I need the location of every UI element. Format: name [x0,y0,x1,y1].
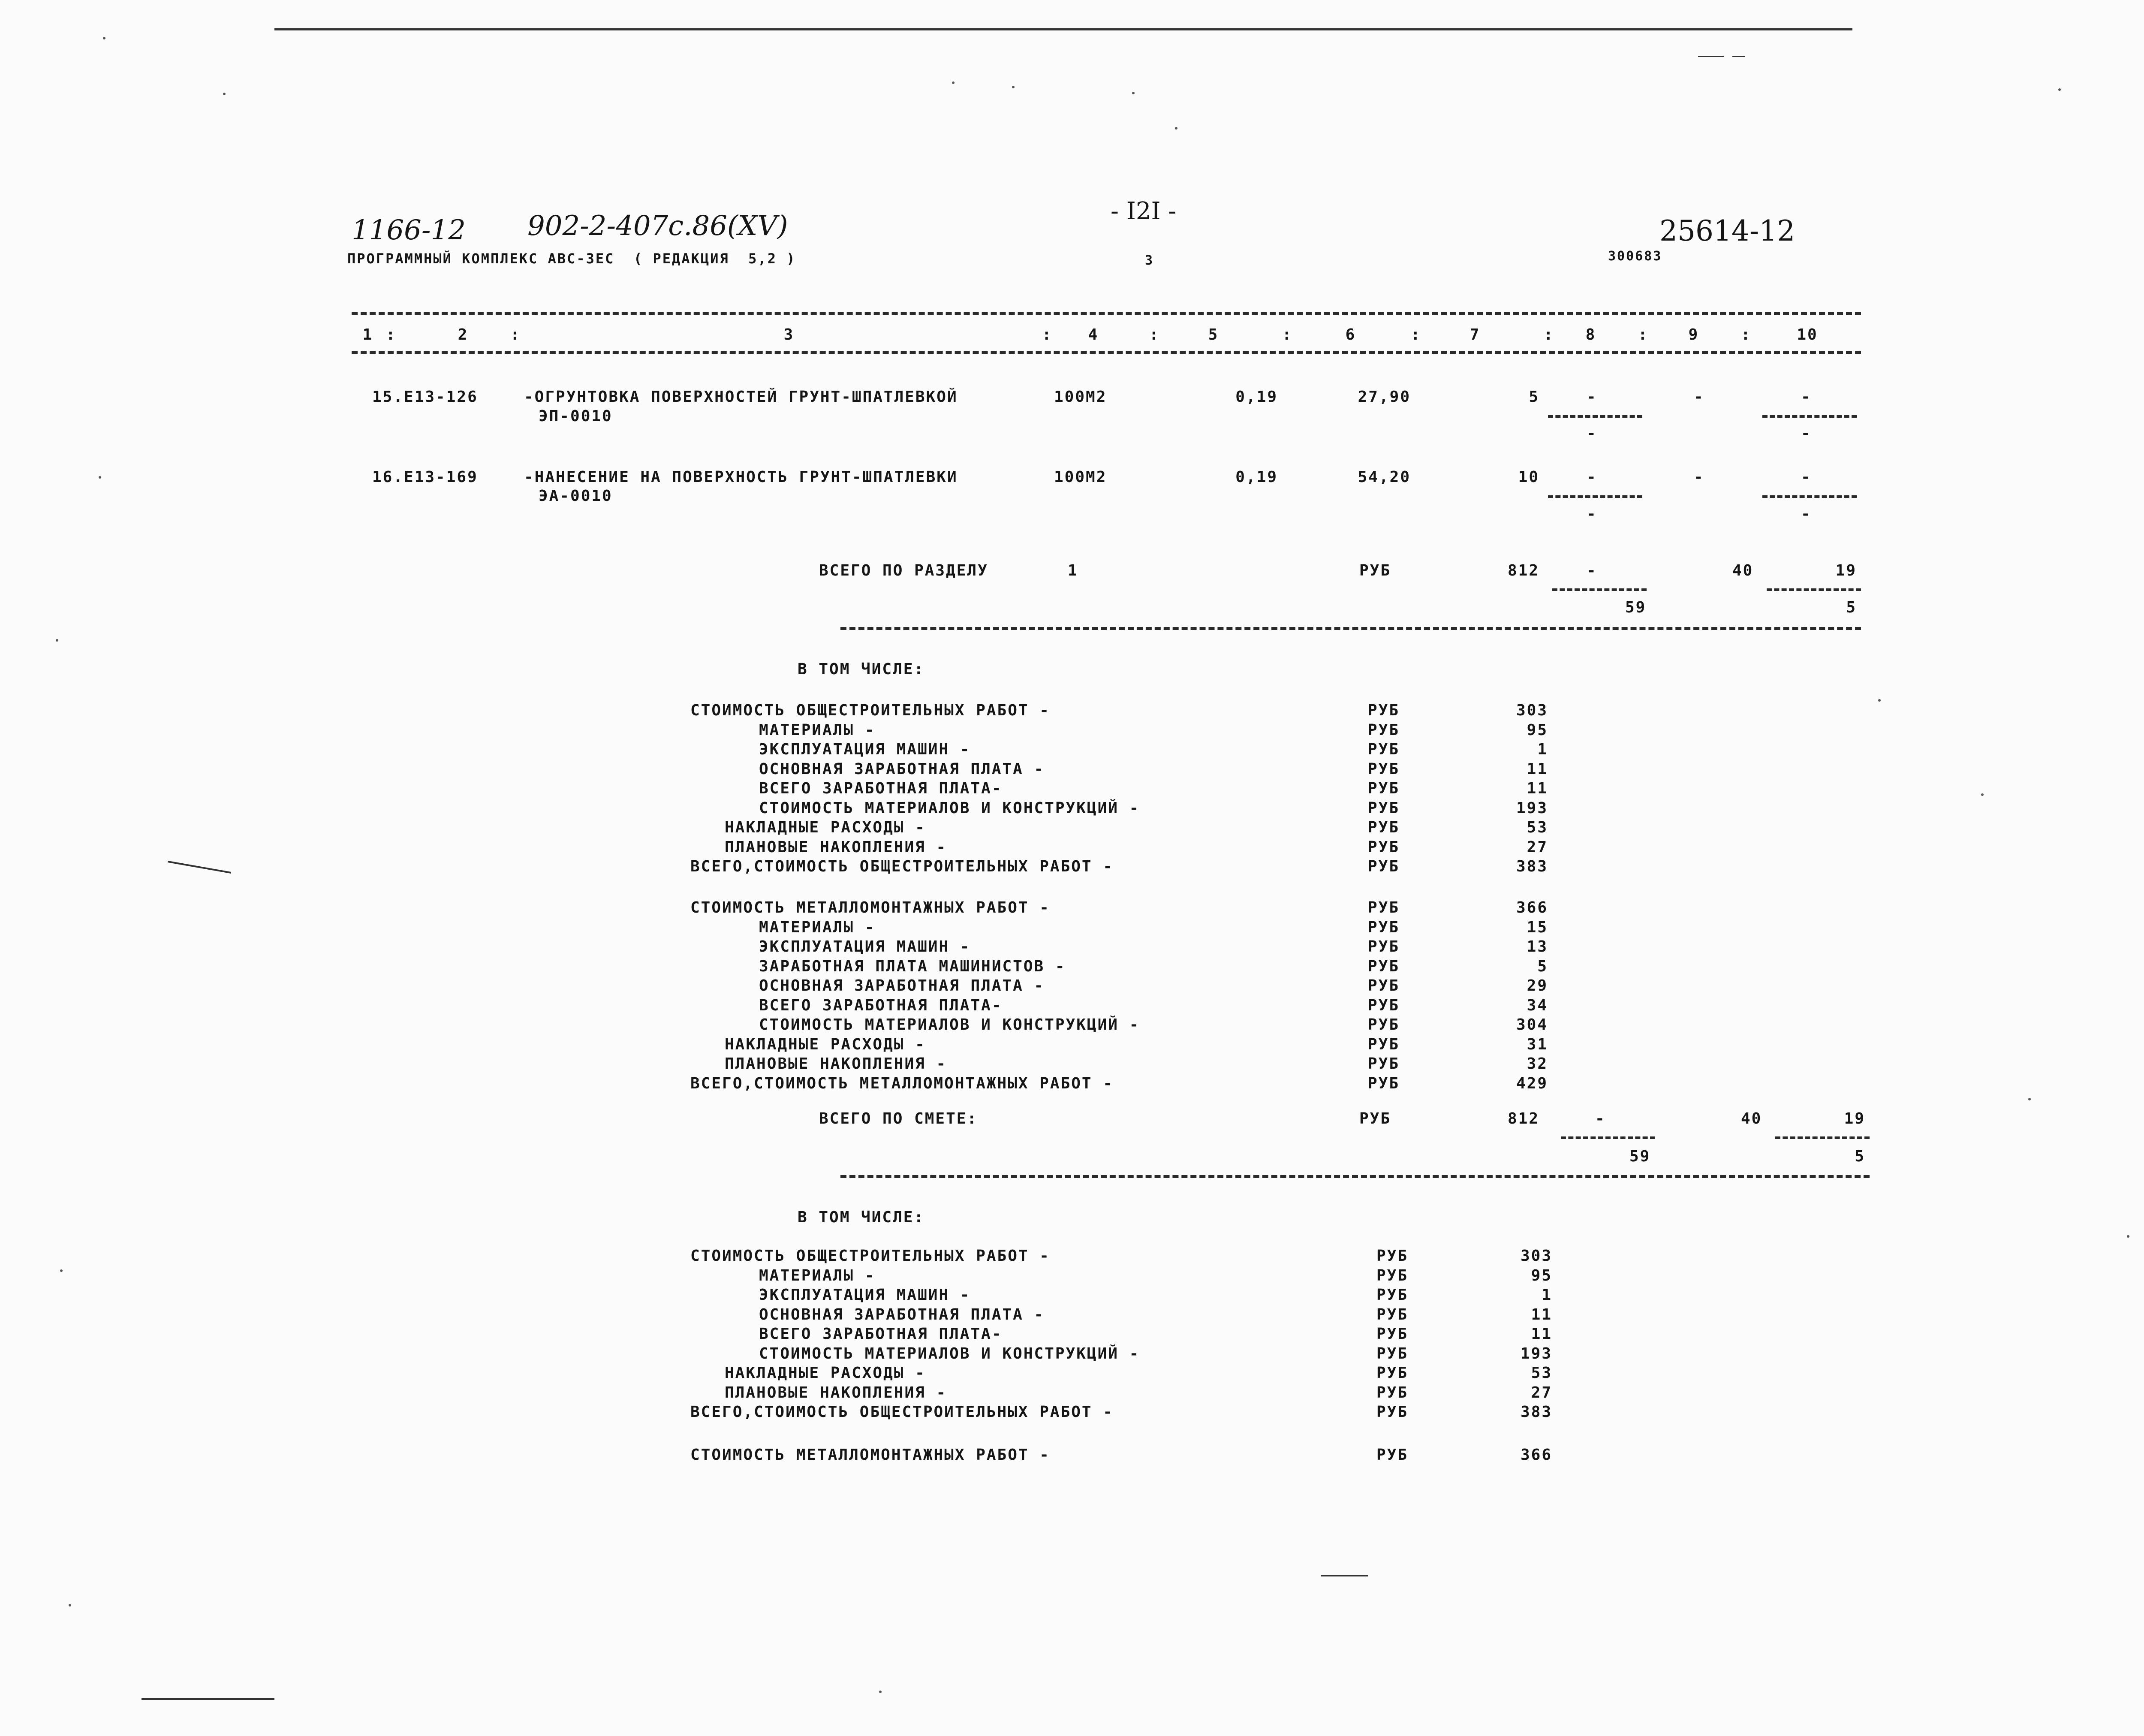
column-separator: : [1149,326,1160,344]
section-total-unit: РУБ [1359,562,1391,579]
breakdown-label: СТОИМОСТЬ МАТЕРИАЛОВ И КОНСТРУКЦИЙ - [759,1016,1140,1034]
row-col10-lower: - [1801,425,1812,442]
breakdown-unit: РУБ [1376,1305,1409,1323]
row-price: 27,90 [1358,388,1411,406]
breakdown-value: 429 [1516,1074,1548,1092]
column-separator: : [1042,326,1053,344]
incl1-title: В ТОМ ЧИСЛЕ: [798,660,925,678]
row-col10: - [1801,388,1812,406]
section-total-col10-rule [1767,588,1861,591]
scan-speck [2058,88,2061,91]
breakdown-unit: РУБ [1368,977,1400,995]
breakdown-label: НАКЛАДНЫЕ РАСХОДЫ - [725,819,926,836]
row-col8-rule [1548,415,1642,418]
bottom-left-rule [142,1698,274,1700]
row-description: -НАНЕСЕНИЕ НА ПОВЕРХНОСТЬ ГРУНТ-ШПАТЛЕВКИ [524,468,958,486]
breakdown-label: СТОИМОСТЬ ОБЩЕСТРОИТЕЛЬНЫХ РАБОТ - [690,1247,1050,1265]
breakdown-value: 11 [1531,1305,1552,1323]
breakdown-unit: РУБ [1368,899,1400,916]
row-col9: - [1694,468,1704,486]
breakdown-label: ПЛАНОВЫЕ НАКОПЛЕНИЯ - [725,1055,947,1073]
estimate-total-col8-rule [1561,1136,1655,1139]
column-separator: : [1411,326,1421,344]
breakdown-unit: РУБ [1368,760,1400,778]
breakdown-unit: РУБ [1376,1403,1409,1421]
breakdown-unit: РУБ [1368,838,1400,856]
scan-stroke [1732,56,1745,57]
breakdown-label: НАКЛАДНЫЕ РАСХОДЫ - [725,1364,926,1382]
scan-speck [56,639,58,642]
breakdown-value: 32 [1527,1055,1548,1073]
breakdown-label: МАТЕРИАЛЫ - [759,918,876,936]
breakdown-value: 1 [1542,1286,1552,1304]
estimate-total-col8: - [1595,1110,1606,1127]
breakdown-value: 303 [1520,1247,1552,1265]
breakdown-unit: РУБ [1368,721,1400,739]
estimate-rule [840,1175,1870,1178]
estimate-total-sum: 812 [1507,1110,1539,1127]
breakdown-unit: РУБ [1376,1344,1409,1362]
column-separator: : [510,326,521,344]
breakdown-unit: РУБ [1368,858,1400,875]
section-total-col8-lower: 59 [1625,599,1647,616]
incl2-title: В ТОМ ЧИСЛЕ: [798,1209,925,1226]
row-col8-rule [1548,495,1642,498]
estimate-total-col9: 40 [1741,1110,1762,1127]
row-col10: - [1801,468,1812,486]
scan-speck [952,81,955,84]
breakdown-label: ОСНОВНАЯ ЗАРАБОТНАЯ ПЛАТА - [759,977,1045,995]
bottom-mid-rule [1321,1575,1368,1576]
breakdown-label: ПЛАНОВЫЕ НАКОПЛЕНИЯ - [725,1383,947,1401]
code-left: 1166-12 [352,214,466,246]
column-separators: : [386,326,397,344]
breakdown-label: СТОИМОСТЬ МЕТАЛЛОМОНТАЖНЫХ РАБОТ - [690,899,1050,916]
breakdown-value: 27 [1527,838,1548,856]
scan-speck [99,476,101,479]
scan-stroke [1698,56,1724,57]
incl2-last-val: 366 [1520,1446,1552,1464]
program-line: ПРОГРАММНЫЙ КОМПЛЕКС АВС-3ЕС ( РЕДАКЦИЯ 5,2 ) [347,250,796,267]
breakdown-label: НАКЛАДНЫЕ РАСХОДЫ - [725,1035,926,1053]
breakdown-value: 15 [1527,918,1548,936]
breakdown-value: 11 [1527,780,1548,797]
breakdown-unit: РУБ [1376,1364,1409,1382]
column-header: 2 [458,326,469,344]
section-rule [840,627,1861,630]
breakdown-value: 304 [1516,1016,1548,1034]
breakdown-unit: РУБ [1368,1035,1400,1053]
breakdown-value: 366 [1516,899,1548,916]
incl2-last-unit: РУБ [1376,1446,1409,1464]
section-total-col8: - [1587,562,1597,579]
scan-speck [1132,92,1135,94]
scan-speck [1175,127,1177,130]
column-header: 3 [783,326,795,344]
section-total-col8-rule [1552,588,1647,591]
incl2-last-label: СТОИМОСТЬ МЕТАЛЛОМОНТАЖНЫХ РАБОТ - [690,1446,1050,1464]
scan-speck [879,1691,882,1693]
top-rule [274,28,1852,30]
column-header: 5 [1208,326,1219,344]
row-qty: 0,19 [1235,468,1278,486]
breakdown-label: ОСНОВНАЯ ЗАРАБОТНАЯ ПЛАТА - [759,760,1045,778]
breakdown-unit: РУБ [1368,819,1400,836]
column-header: 10 [1797,326,1818,344]
scan-stroke [168,861,231,874]
breakdown-unit: РУБ [1376,1383,1409,1401]
breakdown-unit: РУБ [1376,1325,1409,1343]
scan-speck [2127,1235,2129,1238]
doc-number: 300683 [1608,249,1662,264]
row-col8: - [1587,388,1597,406]
row-col10-lower: - [1801,505,1812,523]
breakdown-value: 193 [1516,799,1548,817]
estimate-total-col10-lower: 5 [1855,1148,1865,1165]
row-col9: - [1694,388,1704,406]
row-description-2: ЭП-0010 [539,407,613,425]
estimate-total-label: ВСЕГО ПО СМЕТЕ: [819,1110,978,1127]
scan-speck [1012,86,1015,88]
section-total-num: 1 [1068,562,1078,579]
row-col10-rule [1762,415,1857,418]
row-price: 54,20 [1358,468,1411,486]
breakdown-label: СТОИМОСТЬ МАТЕРИАЛОВ И КОНСТРУКЦИЙ - [759,799,1140,817]
column-separator: : [1741,326,1752,344]
breakdown-value: 1 [1537,741,1548,758]
breakdown-label: ВСЕГО ЗАРАБОТНАЯ ПЛАТА- [759,996,1003,1014]
breakdown-unit: РУБ [1368,1055,1400,1073]
breakdown-label: ВСЕГО ЗАРАБОТНАЯ ПЛАТА- [759,1325,1003,1343]
column-header: 7 [1469,326,1481,344]
row-description-2: ЭА-0010 [539,487,613,505]
sub-number: 3 [1145,253,1154,268]
project-code: 902-2-407с.86(XV) [527,210,788,242]
breakdown-label: ВСЕГО ЗАРАБОТНАЯ ПЛАТА- [759,780,1003,797]
breakdown-unit: РУБ [1368,1016,1400,1034]
scan-speck [69,1604,71,1606]
breakdown-label: ВСЕГО,СТОИМОСТЬ ОБЩЕСТРОИТЕЛЬНЫХ РАБОТ - [690,1403,1114,1421]
breakdown-value: 95 [1527,721,1548,739]
breakdown-value: 31 [1527,1035,1548,1053]
header-rule-top [352,312,1861,315]
breakdown-value: 383 [1516,858,1548,875]
row-total: 5 [1529,388,1539,406]
breakdown-unit: РУБ [1376,1266,1409,1284]
breakdown-unit: РУБ [1368,996,1400,1014]
breakdown-value: 53 [1531,1364,1552,1382]
breakdown-label: СТОИМОСТЬ ОБЩЕСТРОИТЕЛЬНЫХ РАБОТ - [690,702,1050,719]
column-separator: : [1638,326,1649,344]
column-header: 4 [1088,326,1099,344]
breakdown-label: СТОИМОСТЬ МАТЕРИАЛОВ И КОНСТРУКЦИЙ - [759,1344,1140,1362]
section-total-col10-lower: 5 [1846,599,1857,616]
breakdown-unit: РУБ [1368,918,1400,936]
section-total-label: ВСЕГО ПО РАЗДЕЛУ [819,562,988,579]
section-total-col10: 19 [1835,562,1857,579]
row-total: 10 [1518,468,1539,486]
row-col10-rule [1762,495,1857,498]
estimate-total-unit: РУБ [1359,1110,1391,1127]
breakdown-label: ЭКСПЛУАТАЦИЯ МАШИН - [759,1286,971,1304]
scan-speck [60,1269,63,1272]
breakdown-unit: РУБ [1368,741,1400,758]
breakdown-label: МАТЕРИАЛЫ - [759,1266,876,1284]
scan-speck [2028,1098,2031,1100]
breakdown-unit: РУБ [1368,957,1400,975]
column-header: 6 [1345,326,1356,344]
breakdown-value: 95 [1531,1266,1552,1284]
row-qty: 0,19 [1235,388,1278,406]
breakdown-label: ВСЕГО,СТОИМОСТЬ МЕТАЛЛОМОНТАЖНЫХ РАБОТ - [690,1074,1114,1092]
breakdown-unit: РУБ [1368,799,1400,817]
breakdown-unit: РУБ [1376,1286,1409,1304]
breakdown-value: 193 [1520,1344,1552,1362]
page-number: - I2I - [1111,197,1177,225]
scan-speck [1878,699,1881,702]
row-unit: 100М2 [1054,468,1107,486]
section-total-col9: 40 [1732,562,1754,579]
column-header: 8 [1585,326,1596,344]
breakdown-value: 383 [1520,1403,1552,1421]
column-header: 1 [362,326,373,344]
row-col8: - [1587,468,1597,486]
column-separator: : [1282,326,1293,344]
row-description: -ОГРУНТОВКА ПОВЕРХНОСТЕЙ ГРУНТ-ШПАТЛЕВКОЙ [524,388,958,406]
breakdown-value: 53 [1527,819,1548,836]
header-rule-bottom [352,351,1861,354]
breakdown-unit: РУБ [1376,1247,1409,1265]
section-total-sum: 812 [1507,562,1539,579]
column-header: 9 [1688,326,1699,344]
breakdown-label: МАТЕРИАЛЫ - [759,721,876,739]
column-separator: : [1544,326,1554,344]
breakdown-value: 13 [1527,938,1548,955]
scan-speck [223,93,226,95]
breakdown-value: 11 [1527,760,1548,778]
estimate-total-col10-rule [1775,1136,1870,1139]
breakdown-label: ПЛАНОВЫЕ НАКОПЛЕНИЯ - [725,838,947,856]
row-col8-lower: - [1587,505,1597,523]
breakdown-value: 34 [1527,996,1548,1014]
code-right: 25614-12 [1659,214,1795,247]
row-unit: 100М2 [1054,388,1107,406]
scan-speck [1981,793,1984,796]
breakdown-label: ВСЕГО,СТОИМОСТЬ ОБЩЕСТРОИТЕЛЬНЫХ РАБОТ - [690,858,1114,875]
breakdown-value: 11 [1531,1325,1552,1343]
estimate-total-col10: 19 [1844,1110,1865,1127]
scan-speck [103,37,105,39]
breakdown-unit: РУБ [1368,938,1400,955]
breakdown-unit: РУБ [1368,780,1400,797]
breakdown-unit: РУБ [1368,702,1400,719]
breakdown-label: ЭКСПЛУАТАЦИЯ МАШИН - [759,938,971,955]
breakdown-label: ЭКСПЛУАТАЦИЯ МАШИН - [759,741,971,758]
row-col8-lower: - [1587,425,1597,442]
breakdown-value: 27 [1531,1383,1552,1401]
breakdown-unit: РУБ [1368,1074,1400,1092]
breakdown-value: 303 [1516,702,1548,719]
breakdown-value: 5 [1537,957,1548,975]
estimate-total-col8-lower: 59 [1629,1148,1651,1165]
breakdown-label: ЗАРАБОТНАЯ ПЛАТА МАШИНИСТОВ - [759,957,1066,975]
row-number: 16.Е13-169 [372,468,478,486]
breakdown-label: ОСНОВНАЯ ЗАРАБОТНАЯ ПЛАТА - [759,1305,1045,1323]
breakdown-value: 29 [1527,977,1548,995]
row-number: 15.Е13-126 [372,388,478,406]
